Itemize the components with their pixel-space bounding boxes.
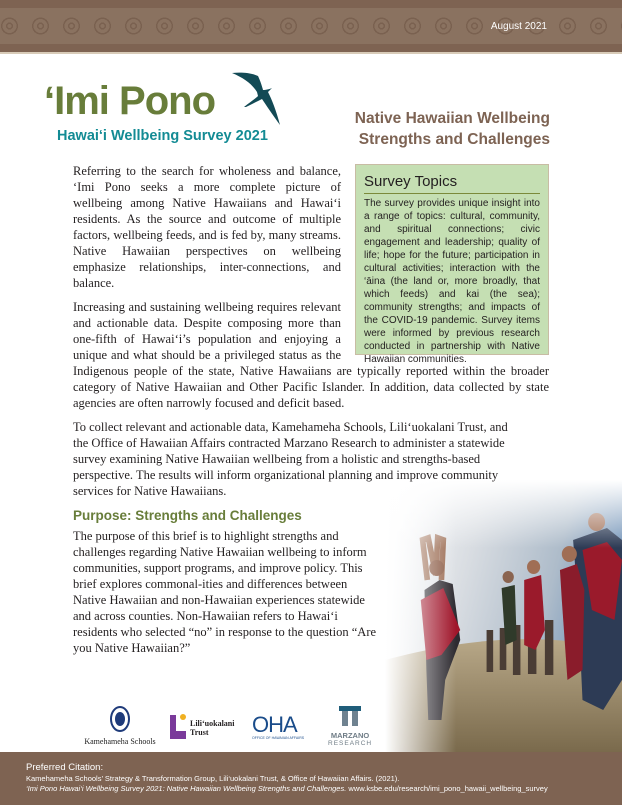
logo-subtitle: Hawai‘i Wellbeing Survey 2021 <box>57 128 268 144</box>
title-line-1: Native Hawaiian Wellbeing <box>354 110 550 127</box>
divider <box>0 52 622 54</box>
liliuokalani-label-1: Lili‘uokalani <box>190 719 235 728</box>
kamehameha-logo <box>80 706 160 747</box>
liliuokalani-mark-icon <box>168 713 188 739</box>
citation-label: Preferred Citation: <box>26 762 104 773</box>
data-paragraph: Increasing and sustaining wellbeing requires relevant and actionable data. Despite composing more than one-fifth of Hawai‘i’s population and enjoying a unique and what should be a privileged status as the Indigenous people of the state, Native Hawaiians are typically reported within the broader category of Native Hawaiian and Other Pacific Islander. In addition, data collected by state agencies are often narrowly focused and deficit based. <box>73 300 549 410</box>
citation-url[interactable]: www.ksbe.edu/research/imi_pono_hawaii_wellbeing_survey <box>346 784 548 793</box>
oha-sublabel: OFFICE OF HAWAIIAN AFFAIRS <box>252 736 305 740</box>
citation-title: ‘Imi Pono Hawai‘i Wellbeing Survey 2021: Native Hawaiian Wellbeing Strengths and Challenges. <box>26 784 347 793</box>
liliuokalani-label-2: Trust <box>190 728 209 737</box>
intro-paragraph: Referring to the search for wholeness and balance, ‘Imi Pono seeks a more complete picture of wellbeing among Native Hawaiians and Hawai‘i residents. As the source and outcome of multiple factors, wellbeing feeds, and is fed by, many streams. Native Hawaiian perspectives on wellbeing emphasize relationships, inter-connections, and balance. <box>73 164 341 290</box>
marzano-label-2: RESEARCH <box>328 740 373 747</box>
main-content <box>73 163 549 664</box>
oha-logo <box>252 714 304 741</box>
frigatebird-icon <box>232 70 288 126</box>
survey-topics-title: Survey Topics <box>364 173 540 194</box>
header-band <box>0 0 622 52</box>
document-title <box>355 108 550 150</box>
purpose-paragraph: The purpose of this brief is to highlight strengths and challenges regarding Native Hawaiian wellbeing to inform communities, support programs, and improve policy. This brief explores commonal-ities and differences between Native Hawaiian and non-Hawaiian experiences statewide and across counties. Non-Hawaiian refers to Hawai‘i residents who selected “no” in response to the question “Are you Native Hawaiian?” <box>73 529 377 655</box>
survey-topics-body: The survey provides unique insight into a range of topics: cultural, community, and spiritual connections; civic engagement and leadership; quality of life; hope for the future; participation in cultural activities; interaction with the ‘āina (the land or, more broadly, that which feeds) and kai (the sea); community strengths; and impacts of the COVID-19 pandemic. Survey items were informed by previous research conducted in partnership with Native Hawaiian communities. <box>364 198 540 365</box>
partner-logos <box>60 706 390 748</box>
marzano-mark-icon <box>337 706 363 726</box>
publication-date: August 2021 <box>490 21 547 32</box>
marzano-logo <box>328 706 372 748</box>
oha-label: OHA <box>252 712 297 737</box>
marzano-label-1: MARZANO <box>330 731 370 740</box>
kamehameha-seal-icon <box>110 706 130 732</box>
logo-title: ‘Imi Pono <box>44 79 215 123</box>
survey-topics-box <box>355 164 549 365</box>
title-line-2: Strengths and Challenges <box>358 131 550 148</box>
liliuokalani-logo <box>168 713 235 744</box>
kamehameha-label: Kamehameha Schools <box>84 737 156 746</box>
citation-line-1: Kamehameha Schools’ Strategy & Transformation Group, Lili‘uokalani Trust, & Office of Hawaiian Affairs. (2021). <box>26 774 400 783</box>
citation-line-2 <box>26 784 622 794</box>
purpose-heading: Purpose: Strengths and Challenges <box>73 508 302 523</box>
survey-paragraph: To collect relevant and actionable data, Kamehameha Schools, Lili‘uokalani Trust, and the Office of Hawaiian Affairs contracted Marzano Research to administer a statewide survey examining Native Hawaiian wellbeing from a holistic and strengths-based perspective. The results will inform organizational planning and improve community services for Native Hawaiians. <box>73 420 508 498</box>
citation-footer <box>0 752 622 805</box>
